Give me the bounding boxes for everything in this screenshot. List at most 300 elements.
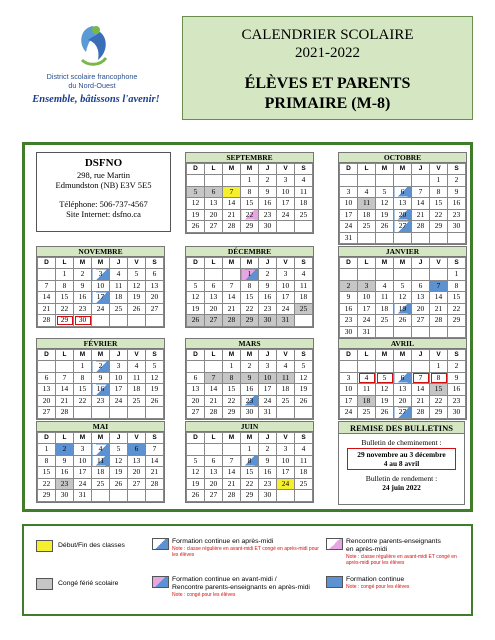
day-cell: 9 (259, 186, 277, 198)
day-cell: 29 (241, 221, 259, 233)
day-cell: 11 (295, 186, 313, 198)
day-cell: 15 (241, 292, 259, 304)
month-grid (37, 349, 164, 419)
day-cell: 13 (205, 198, 223, 210)
day-cell: 6 (38, 372, 56, 384)
day-cell (295, 221, 313, 233)
day-cell: 30 (56, 490, 74, 502)
weekday-header: M (223, 164, 241, 175)
day-cell (205, 175, 223, 187)
month-grid (339, 349, 466, 419)
day-cell (223, 444, 241, 456)
info-website: Site Internet: dsfno.ca (66, 209, 141, 219)
day-cell: 2 (56, 444, 74, 456)
day-cell: 9 (259, 280, 277, 292)
district-motto: Ensemble, bâtissons l'avenir! (32, 94, 160, 105)
day-cell: 25 (358, 221, 376, 233)
day-cell: 30 (448, 407, 466, 419)
day-cell: 18 (358, 395, 376, 407)
day-cell: 8 (430, 372, 448, 384)
day-cell: 16 (92, 384, 110, 396)
day-cell (205, 361, 223, 373)
day-cell: 20 (38, 395, 56, 407)
bulletins-text2: Bulletin de rendement : (365, 474, 438, 483)
day-cell: 28 (223, 221, 241, 233)
bulletins-title: REMISE DES BULLETINS (339, 422, 464, 434)
day-cell: 5 (187, 280, 205, 292)
day-cell: 24 (277, 478, 295, 490)
day-cell: 5 (187, 455, 205, 467)
bulletins-date2: 24 juin 2022 (382, 483, 421, 492)
day-cell: 24 (277, 209, 295, 221)
day-cell (223, 269, 241, 281)
day-cell: 18 (295, 198, 313, 210)
day-cell: 21 (412, 209, 430, 221)
day-cell: 13 (187, 384, 205, 396)
day-cell: 16 (74, 292, 92, 304)
legend-gray-swatch (36, 578, 53, 590)
day-cell: 9 (340, 292, 358, 304)
legend-blue-swatch (326, 576, 343, 588)
day-cell: 8 (448, 280, 466, 292)
day-cell (412, 232, 430, 244)
day-cell: 8 (241, 455, 259, 467)
day-cell: 11 (295, 455, 313, 467)
day-cell: 17 (110, 384, 128, 396)
day-cell: 22 (38, 478, 56, 490)
weekday-header: M (74, 350, 92, 361)
weekday-header: M (223, 350, 241, 361)
day-cell (394, 361, 412, 373)
weekday-header: V (277, 258, 295, 269)
weekday-header: S (448, 350, 466, 361)
day-cell: 2 (241, 361, 259, 373)
day-cell: 7 (430, 280, 448, 292)
day-cell: 1 (38, 444, 56, 456)
day-cell: 15 (430, 198, 448, 210)
day-cell: 30 (259, 490, 277, 502)
day-cell: 13 (412, 292, 430, 304)
day-cell: 26 (376, 407, 394, 419)
legend-pm-training (172, 538, 322, 558)
day-cell: 1 (56, 269, 74, 281)
weekday-header: S (146, 350, 164, 361)
month-9 (185, 421, 314, 503)
day-cell: 3 (110, 361, 128, 373)
month-title: JUIN (186, 422, 313, 432)
day-cell: 27 (128, 478, 146, 490)
day-cell: 30 (340, 326, 358, 338)
day-cell: 22 (241, 303, 259, 315)
day-cell: 19 (376, 209, 394, 221)
legend-am-training-label: Formation continue en avant-midi / (172, 576, 277, 583)
weekday-header: L (205, 350, 223, 361)
day-cell: 6 (205, 455, 223, 467)
day-cell (340, 175, 358, 187)
day-cell: 22 (223, 395, 241, 407)
day-cell: 26 (187, 490, 205, 502)
day-cell: 26 (146, 395, 164, 407)
day-cell (38, 361, 56, 373)
day-cell: 4 (295, 269, 313, 281)
info-name: DSFNO (84, 157, 123, 169)
day-cell: 27 (205, 490, 223, 502)
day-cell: 20 (146, 292, 164, 304)
weekday-header: L (205, 258, 223, 269)
day-cell: 12 (110, 455, 128, 467)
day-cell: 23 (448, 395, 466, 407)
legend-half-pink-swatch (326, 538, 343, 550)
weekday-header: J (259, 258, 277, 269)
weekday-header: M (74, 433, 92, 444)
day-cell: 10 (340, 384, 358, 396)
day-cell: 14 (223, 467, 241, 479)
day-cell (412, 175, 430, 187)
legend-half-blue-swatch (152, 538, 169, 550)
day-cell: 14 (205, 384, 223, 396)
weekday-header: S (448, 258, 466, 269)
day-cell: 5 (146, 361, 164, 373)
day-cell: 20 (187, 395, 205, 407)
day-cell: 15 (241, 198, 259, 210)
day-cell: 31 (277, 315, 295, 327)
weekday-header: V (430, 350, 448, 361)
weekday-header: S (295, 258, 313, 269)
weekday-header: D (187, 433, 205, 444)
day-cell (110, 315, 128, 327)
day-cell: 1 (430, 175, 448, 187)
day-cell: 24 (340, 407, 358, 419)
day-cell: 12 (394, 292, 412, 304)
day-cell (277, 490, 295, 502)
day-cell: 4 (110, 269, 128, 281)
day-cell: 1 (241, 269, 259, 281)
day-cell (128, 407, 146, 419)
day-cell: 15 (38, 467, 56, 479)
day-cell: 11 (92, 455, 110, 467)
day-cell: 27 (412, 315, 430, 327)
day-cell: 8 (223, 372, 241, 384)
day-cell: 10 (74, 455, 92, 467)
day-cell: 24 (277, 303, 295, 315)
legend-pm-training-label: Formation continue en après-midi (172, 538, 274, 545)
legend-pm-training-note: Note : classe régulière en avant-midi ET congé en après-midi pour les élèves (172, 546, 319, 558)
day-cell (110, 407, 128, 419)
day-cell: 21 (223, 303, 241, 315)
legend-box (22, 524, 473, 616)
day-cell (128, 315, 146, 327)
weekday-header: M (92, 350, 110, 361)
day-cell (376, 269, 394, 281)
day-cell: 19 (128, 292, 146, 304)
day-cell (92, 407, 110, 419)
day-cell (340, 361, 358, 373)
day-cell: 21 (223, 209, 241, 221)
day-cell: 3 (340, 186, 358, 198)
month-2 (36, 246, 165, 328)
day-cell: 11 (358, 198, 376, 210)
day-cell (295, 490, 313, 502)
day-cell: 29 (56, 315, 74, 327)
day-cell: 29 (448, 315, 466, 327)
day-cell: 17 (277, 198, 295, 210)
day-cell: 21 (56, 395, 74, 407)
weekday-header: D (38, 433, 56, 444)
day-cell: 28 (205, 407, 223, 419)
day-cell: 22 (448, 303, 466, 315)
day-cell: 23 (74, 303, 92, 315)
month-5 (36, 338, 165, 420)
day-cell: 27 (205, 221, 223, 233)
day-cell: 22 (74, 395, 92, 407)
day-cell (277, 407, 295, 419)
day-cell: 1 (74, 361, 92, 373)
day-cell: 11 (128, 372, 146, 384)
day-cell: 12 (146, 372, 164, 384)
day-cell: 25 (277, 395, 295, 407)
day-cell: 27 (205, 315, 223, 327)
day-cell: 20 (128, 467, 146, 479)
day-cell: 17 (358, 303, 376, 315)
day-cell: 31 (259, 407, 277, 419)
day-cell: 12 (128, 280, 146, 292)
weekday-header: S (448, 164, 466, 175)
day-cell (376, 361, 394, 373)
day-cell: 25 (358, 407, 376, 419)
weekday-header: S (146, 258, 164, 269)
bulletins-text1: Bulletin de cheminement : (361, 438, 442, 447)
day-cell: 30 (259, 315, 277, 327)
weekday-header: L (56, 258, 74, 269)
legend-holiday: Congé férié scolaire (58, 580, 119, 587)
day-cell: 22 (241, 478, 259, 490)
day-cell: 14 (412, 198, 430, 210)
day-cell: 2 (259, 175, 277, 187)
weekday-header: J (412, 350, 430, 361)
day-cell (376, 232, 394, 244)
day-cell: 2 (259, 269, 277, 281)
day-cell: 23 (56, 478, 74, 490)
day-cell: 11 (277, 372, 295, 384)
day-cell: 28 (412, 407, 430, 419)
month-title: SEPTEMBRE (186, 153, 313, 163)
month-4 (338, 246, 467, 339)
day-cell: 23 (259, 209, 277, 221)
day-cell: 29 (38, 490, 56, 502)
weekday-header: M (223, 433, 241, 444)
month-grid (186, 257, 313, 327)
day-cell: 9 (241, 372, 259, 384)
day-cell: 12 (187, 198, 205, 210)
weekday-header: V (430, 258, 448, 269)
day-cell: 10 (92, 280, 110, 292)
district-logo (22, 18, 162, 113)
weekday-header: D (187, 164, 205, 175)
day-cell: 14 (56, 384, 74, 396)
weekday-header: L (358, 164, 376, 175)
day-cell: 12 (376, 198, 394, 210)
day-cell: 4 (128, 361, 146, 373)
day-cell: 29 (430, 221, 448, 233)
legend-parent-meeting-note: Note : classe régulière en avant-midi ET congé en après-midi pour les élèves (346, 554, 457, 566)
day-cell: 10 (277, 186, 295, 198)
day-cell: 19 (295, 384, 313, 396)
day-cell: 4 (376, 280, 394, 292)
weekday-header: D (340, 258, 358, 269)
title-line1: CALENDRIER SCOLAIRE (241, 27, 414, 43)
day-cell: 16 (340, 303, 358, 315)
day-cell: 7 (223, 186, 241, 198)
day-cell (394, 326, 412, 338)
weekday-header: M (376, 350, 394, 361)
day-cell: 20 (205, 209, 223, 221)
day-cell: 6 (187, 372, 205, 384)
day-cell: 21 (205, 395, 223, 407)
day-cell: 19 (110, 467, 128, 479)
day-cell: 6 (146, 269, 164, 281)
day-cell: 30 (241, 407, 259, 419)
day-cell (340, 269, 358, 281)
day-cell (205, 269, 223, 281)
legend-training-label: Formation continue (346, 576, 405, 583)
district-name-line1: District scolaire francophone (46, 72, 138, 81)
day-cell (412, 361, 430, 373)
month-grid (37, 432, 164, 502)
day-cell: 13 (128, 455, 146, 467)
day-cell (376, 175, 394, 187)
day-cell: 3 (259, 361, 277, 373)
day-cell: 5 (295, 361, 313, 373)
weekday-header: S (295, 433, 313, 444)
day-cell: 4 (277, 361, 295, 373)
day-cell (295, 315, 313, 327)
day-cell (358, 232, 376, 244)
day-cell: 7 (146, 444, 164, 456)
day-cell: 10 (340, 198, 358, 210)
day-cell: 18 (358, 209, 376, 221)
month-6 (185, 338, 314, 420)
day-cell: 26 (187, 221, 205, 233)
logo-figure-icon (74, 22, 112, 68)
weekday-header: M (92, 433, 110, 444)
legend-am-training-meeting (172, 576, 322, 598)
day-cell: 1 (241, 444, 259, 456)
day-cell: 14 (223, 198, 241, 210)
weekday-header: M (223, 258, 241, 269)
day-cell (430, 269, 448, 281)
day-cell: 12 (187, 467, 205, 479)
day-cell: 11 (295, 280, 313, 292)
day-cell: 9 (56, 455, 74, 467)
day-cell: 2 (448, 175, 466, 187)
day-cell: 21 (223, 478, 241, 490)
day-cell: 29 (430, 407, 448, 419)
day-cell: 18 (277, 384, 295, 396)
day-cell: 28 (56, 407, 74, 419)
day-cell: 15 (56, 292, 74, 304)
day-cell: 17 (259, 384, 277, 396)
weekday-header: S (295, 164, 313, 175)
day-cell: 21 (146, 467, 164, 479)
day-cell: 27 (38, 407, 56, 419)
weekday-header: J (110, 433, 128, 444)
day-cell: 10 (259, 372, 277, 384)
weekday-header: M (394, 350, 412, 361)
day-cell: 9 (448, 372, 466, 384)
legend-am-training-note: Note : congé pour les élèves (172, 592, 236, 598)
day-cell: 23 (259, 303, 277, 315)
weekday-header: V (128, 258, 146, 269)
month-grid (339, 257, 466, 338)
day-cell: 2 (92, 361, 110, 373)
weekday-header: V (128, 433, 146, 444)
day-cell: 4 (358, 186, 376, 198)
day-cell: 1 (241, 175, 259, 187)
day-cell (92, 490, 110, 502)
day-cell (277, 221, 295, 233)
day-cell: 5 (376, 372, 394, 384)
month-7 (338, 338, 467, 420)
district-name (22, 72, 162, 90)
day-cell: 20 (205, 478, 223, 490)
day-cell: 16 (448, 384, 466, 396)
weekday-header: M (241, 350, 259, 361)
day-cell: 12 (376, 384, 394, 396)
day-cell: 17 (340, 395, 358, 407)
day-cell: 13 (394, 198, 412, 210)
day-cell: 10 (110, 372, 128, 384)
day-cell: 4 (92, 444, 110, 456)
day-cell: 12 (295, 372, 313, 384)
weekday-header: M (394, 258, 412, 269)
bulletins-date1b: 4 au 8 avril (383, 459, 420, 468)
day-cell: 3 (92, 269, 110, 281)
month-0 (185, 152, 314, 234)
day-cell: 25 (295, 209, 313, 221)
day-cell: 9 (74, 280, 92, 292)
legend-training-note: Note : congé pour les élèves (346, 584, 410, 590)
bulletins-box (338, 421, 465, 505)
day-cell: 6 (128, 444, 146, 456)
day-cell: 31 (358, 326, 376, 338)
weekday-header: J (110, 350, 128, 361)
title-year: 2021-2022 (295, 45, 360, 61)
day-cell: 31 (340, 232, 358, 244)
day-cell (394, 175, 412, 187)
day-cell: 24 (92, 303, 110, 315)
day-cell (187, 269, 205, 281)
day-cell: 2 (448, 361, 466, 373)
weekday-header: D (187, 350, 205, 361)
day-cell (110, 490, 128, 502)
day-cell: 26 (394, 315, 412, 327)
weekday-header: V (128, 350, 146, 361)
day-cell: 18 (295, 467, 313, 479)
legend-parent-meeting-label: Rencontre parents-enseignants (346, 538, 441, 545)
day-cell: 5 (394, 280, 412, 292)
day-cell: 13 (38, 384, 56, 396)
weekday-header: L (56, 433, 74, 444)
day-cell: 27 (187, 407, 205, 419)
day-cell: 5 (187, 186, 205, 198)
weekday-header: M (376, 258, 394, 269)
weekday-header: V (430, 164, 448, 175)
info-address2: Edmundston (NB) E3V 5E5 (55, 180, 152, 190)
weekday-header: L (56, 350, 74, 361)
day-cell: 16 (259, 198, 277, 210)
day-cell: 23 (92, 395, 110, 407)
day-cell: 16 (56, 467, 74, 479)
